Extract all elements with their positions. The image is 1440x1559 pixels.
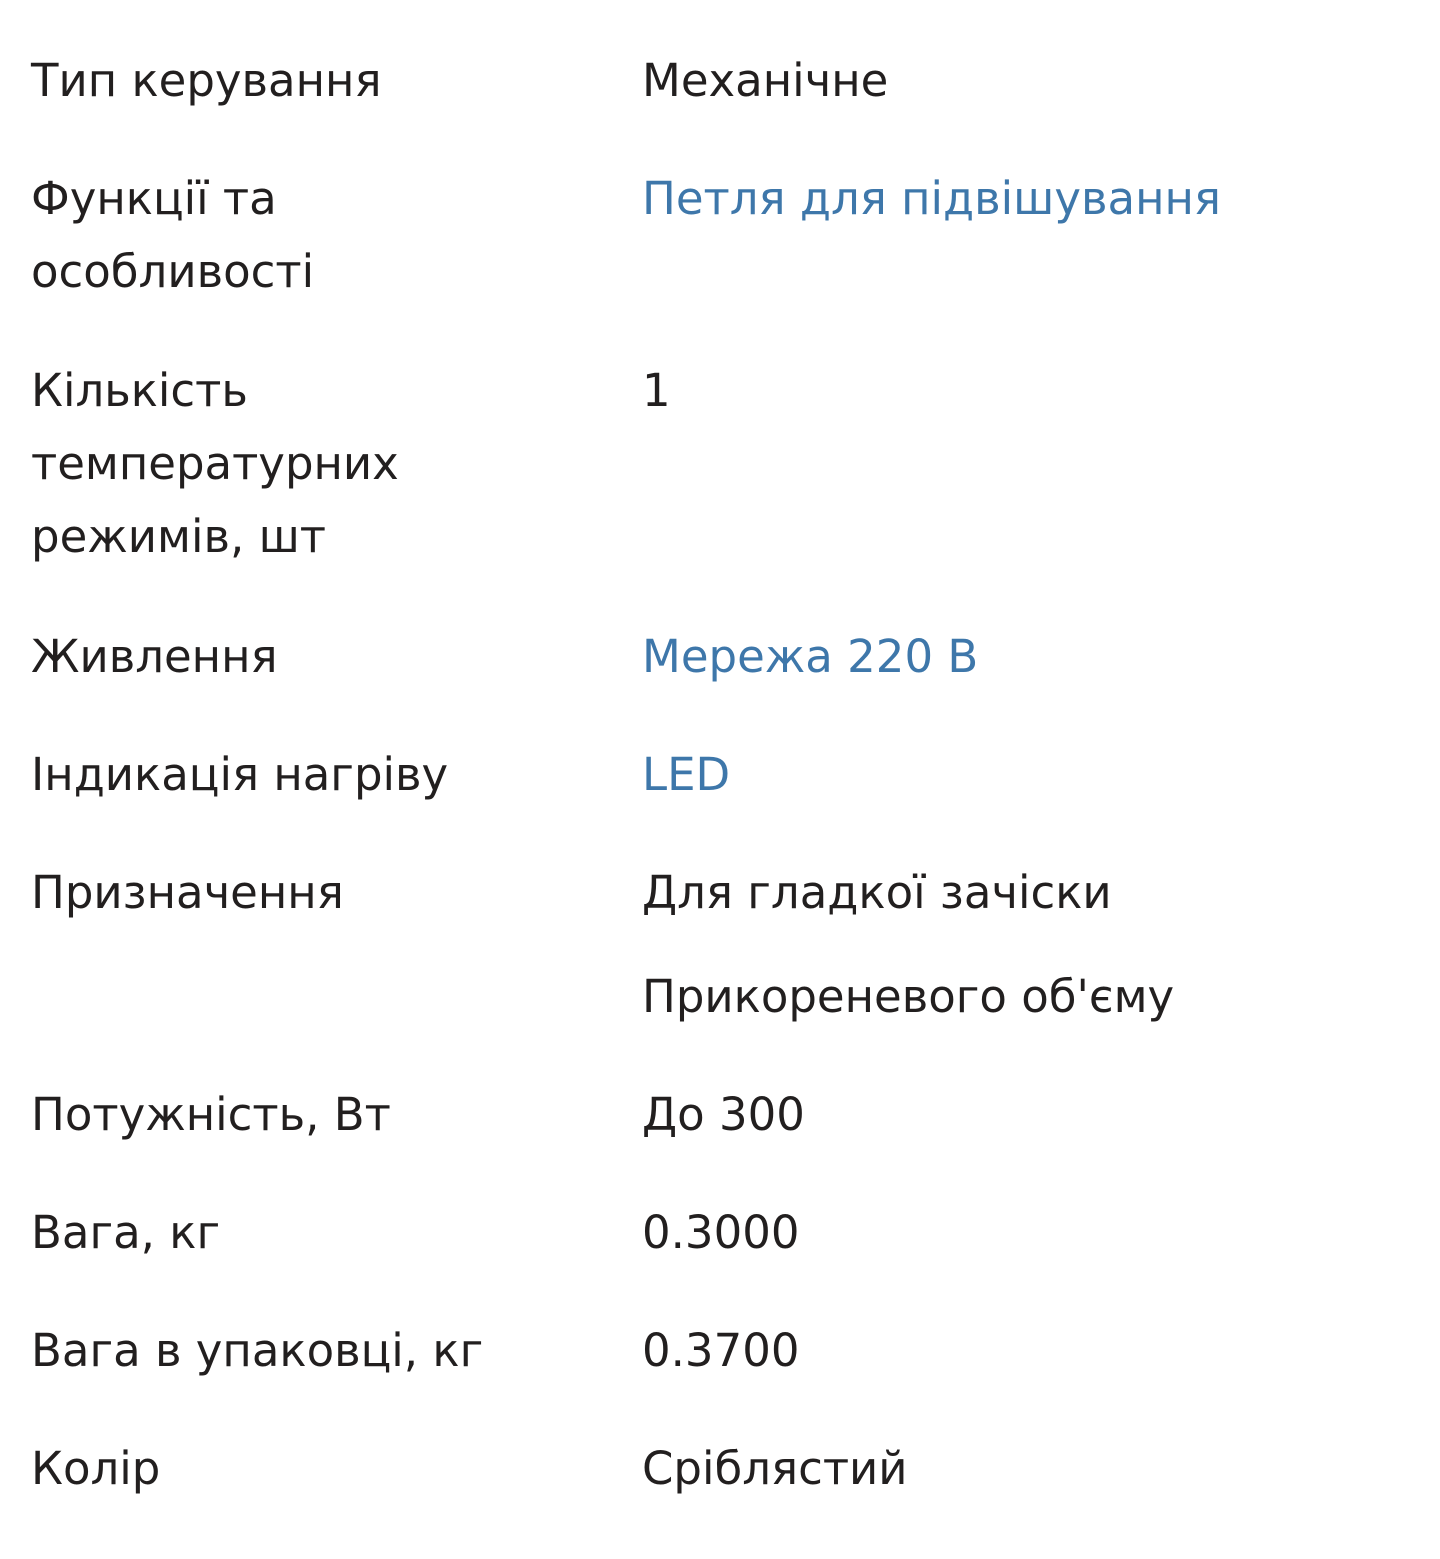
spec-value: Сріблястий (642, 1442, 908, 1495)
spec-label: Призначення (31, 866, 344, 919)
spec-value: 1 (642, 364, 671, 417)
spec-value-link[interactable]: Петля для підвішування (642, 172, 1222, 225)
spec-value-link[interactable]: LED (642, 748, 731, 801)
spec-value: До 300 (642, 1088, 805, 1141)
spec-value: 0.3700 (642, 1324, 800, 1377)
spec-value: Механічне (642, 54, 889, 107)
spec-label: Функції та особливості (31, 172, 315, 298)
spec-label: Потужність, Вт (31, 1088, 391, 1141)
spec-value: 0.3000 (642, 1206, 800, 1259)
spec-label: Живлення (31, 630, 278, 683)
spec-value: Прикореневого об'єму (642, 970, 1175, 1023)
spec-label: Кількість температурних режимів, шт (31, 364, 399, 563)
spec-value-list (642, 856, 1402, 1033)
spec-label: Вага в упаковці, кг (31, 1324, 484, 1377)
spec-label: Тип керування (31, 54, 382, 107)
spec-label: Вага, кг (31, 1206, 221, 1259)
spec-label: Індикація нагріву (31, 748, 449, 801)
spec-value-link[interactable]: Мережа 220 В (642, 630, 979, 683)
spec-label: Колір (31, 1442, 161, 1495)
spec-value: Для гладкої зачіски (642, 866, 1112, 919)
